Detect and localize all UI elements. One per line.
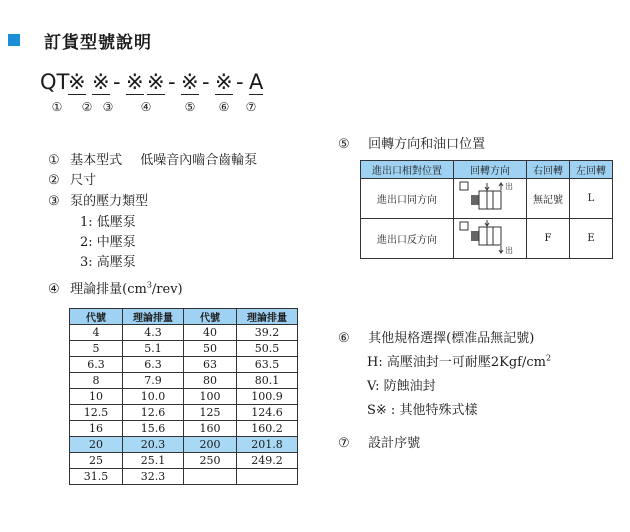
table-cell: 80: [184, 373, 237, 389]
table-cell: 6.3: [123, 357, 184, 373]
table-cell: 20.3: [123, 437, 184, 453]
section-6-heading: ⑥ 其他規格選擇(標准品無記號): [338, 331, 535, 346]
table-cell: 200: [184, 437, 237, 453]
col-header: 回轉方向: [454, 161, 527, 179]
table-cell: 4: [70, 325, 123, 341]
table-cell: 31.5: [70, 469, 123, 485]
pressure-option-2: 2: 中壓泵: [80, 235, 136, 250]
table-cell: 100.9: [237, 389, 298, 405]
col-header: 代號: [184, 309, 237, 325]
table-cell: 50.5: [237, 341, 298, 357]
table-cell: 124.6: [237, 405, 298, 421]
item-3: ③ 泵的壓力類型: [48, 194, 149, 209]
table-cell: 4.3: [123, 325, 184, 341]
right-rotation-cell: 無記號: [527, 179, 570, 219]
table-cell: 40: [184, 325, 237, 341]
table-cell: 20: [70, 437, 123, 453]
rotation-table: [360, 160, 613, 259]
table-row: [70, 389, 298, 405]
table-row: [70, 357, 298, 373]
item-2: ② 尺寸: [48, 173, 97, 188]
code-part-3: ※: [126, 70, 144, 94]
table-cell: 5: [70, 341, 123, 357]
table-cell: 160.2: [237, 421, 298, 437]
item-1: ① 基本型式 低噪音內嚙合齒輪泵: [48, 153, 258, 168]
table-cell: 25: [70, 453, 123, 469]
code-part-4: ※: [147, 70, 165, 94]
table-cell: 250: [184, 453, 237, 469]
table-row: [70, 469, 298, 485]
section-marker-icon: [8, 34, 20, 46]
position-cell: 進出口同方向: [361, 179, 454, 219]
option-v: V: 防蝕油封: [367, 379, 436, 394]
col-header: 理論排量: [237, 309, 298, 325]
table-cell: 63: [184, 357, 237, 373]
table-cell: [237, 469, 298, 485]
code-num-2: ②: [81, 100, 93, 114]
code-part-7: A: [249, 70, 264, 94]
page-title: 訂貨型號說明: [44, 33, 152, 53]
table-cell: 8: [70, 373, 123, 389]
left-rotation-cell: L: [570, 179, 613, 219]
pump-opposite-side-icon: [457, 219, 523, 255]
table-cell: 12.5: [70, 405, 123, 421]
table-cell: 100: [184, 389, 237, 405]
model-code: [40, 70, 264, 100]
position-cell: 進出口反方向: [361, 219, 454, 259]
section-7-heading: ⑦ 設計序號: [338, 436, 421, 451]
left-rotation-cell: E: [570, 219, 613, 259]
table-cell: 10: [70, 389, 123, 405]
col-header: 右回轉: [527, 161, 570, 179]
right-rotation-cell: F: [527, 219, 570, 259]
code-num-7: ⑦: [245, 100, 257, 114]
col-header: 左回轉: [570, 161, 613, 179]
table-cell: 160: [184, 421, 237, 437]
col-header: 代號: [70, 309, 123, 325]
table-cell: 25.1: [123, 453, 184, 469]
table-row: [361, 179, 613, 219]
code-num-1: ①: [51, 100, 63, 114]
outlet-label: 出: [505, 182, 513, 191]
table-row: [70, 341, 298, 357]
table-cell: 249.2: [237, 453, 298, 469]
table-cell: 80.1: [237, 373, 298, 389]
table-cell: 15.6: [123, 421, 184, 437]
code-prefix: QT: [40, 70, 70, 94]
table-row: [361, 219, 613, 259]
table-cell: 16: [70, 421, 123, 437]
code-num-3: ③: [102, 100, 114, 114]
code-num-4: ④: [140, 100, 152, 114]
code-num-6: ⑥: [218, 100, 230, 114]
table-cell: 32.3: [123, 469, 184, 485]
rotation-diagram: [454, 219, 527, 259]
table-cell: 50: [184, 341, 237, 357]
code-dash-1: -: [113, 70, 121, 94]
code-dash-3: -: [202, 70, 210, 94]
col-header: 進出口相對位置: [361, 161, 454, 179]
table-cell: 125: [184, 405, 237, 421]
table-cell: 63.5: [237, 357, 298, 373]
table-cell: 5.1: [123, 341, 184, 357]
pressure-option-1: 1: 低壓泵: [80, 215, 136, 230]
code-dash-2: -: [168, 70, 176, 94]
table-row: [70, 405, 298, 421]
table-cell: 7.9: [123, 373, 184, 389]
pressure-option-3: 3: 高壓泵: [80, 255, 136, 270]
outlet-label: 出: [505, 246, 513, 255]
option-s: S※ : 其他特殊式樣: [367, 403, 478, 418]
code-part-5: ※: [181, 70, 199, 94]
code-part-6: ※: [215, 70, 233, 94]
section-5-heading: ⑤ 回轉方向和油口位置: [338, 137, 486, 152]
option-h: H: 高壓油封一可耐壓$2Kgf/cm^2$: [367, 353, 552, 370]
table-cell: 201.8: [237, 437, 298, 453]
table-row: [70, 437, 298, 453]
code-dash-4: -: [236, 70, 244, 94]
table-cell: 6.3: [70, 357, 123, 373]
table-cell: 10.0: [123, 389, 184, 405]
table-row: [70, 373, 298, 389]
code-part-2: ※: [92, 70, 110, 94]
code-part-1: ※: [68, 70, 86, 94]
table-row: [70, 421, 298, 437]
table-row: [70, 325, 298, 341]
item-4: ④ 理論排量$(cm^3/rev)$: [48, 280, 183, 297]
pump-same-side-icon: [457, 179, 523, 215]
rotation-diagram: [454, 179, 527, 219]
table-cell: 39.2: [237, 325, 298, 341]
table-row: [70, 453, 298, 469]
table-cell: [184, 469, 237, 485]
table-cell: 12.6: [123, 405, 184, 421]
displacement-table: [69, 308, 298, 485]
code-num-5: ⑤: [184, 100, 196, 114]
col-header: 理論排量: [123, 309, 184, 325]
